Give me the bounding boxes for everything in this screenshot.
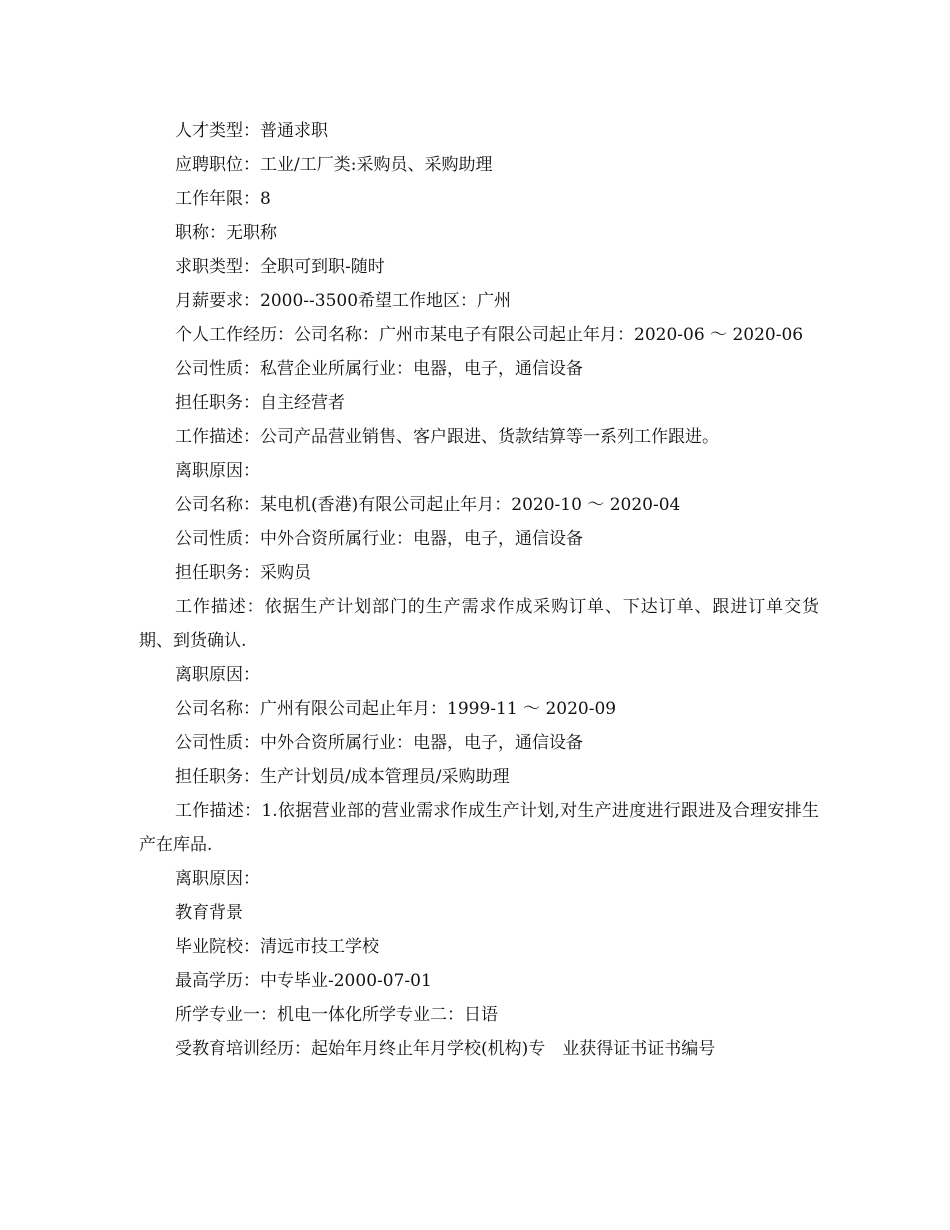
job1-leave-reason: 离职原因： — [175, 461, 260, 481]
work-years: 工作年限：8 — [175, 189, 271, 209]
education-heading: 教育背景 — [175, 903, 243, 923]
training-history: 受教育培训经历：起始年月终止年月学校(机构)专 业获得证书证书编号 — [175, 1039, 716, 1059]
highest-degree: 最高学历：中专毕业-2000-07-01 — [175, 971, 432, 991]
job2-description: 工作描述：依据生产计划部门的生产需求作成采购订单、下达订单、跟进订单交货期、到货确认. — [139, 597, 819, 651]
graduated-school: 毕业院校：清远市技工学校 — [175, 937, 379, 957]
job2-nature: 公司性质：中外合资所属行业：电器，电子，通信设备 — [175, 529, 583, 549]
job1-position: 担任职务：自主经营者 — [175, 393, 345, 413]
job-type: 求职类型：全职可到职-随时 — [175, 257, 385, 277]
applied-position: 应聘职位：工业/工厂类:采购员、采购助理 — [175, 155, 493, 175]
job1-description: 工作描述：公司产品营业销售、客户跟进、货款结算等一系列工作跟进。 — [175, 427, 719, 447]
job3-company: 公司名称：广州有限公司起止年月：1999-11 ～ 2020-09 — [175, 699, 617, 719]
job2-position: 担任职务：采购员 — [175, 563, 311, 583]
job3-nature: 公司性质：中外合资所属行业：电器，电子，通信设备 — [175, 733, 583, 753]
job2-company: 公司名称：某电机(香港)有限公司起止年月：2020-10 ～ 2020-04 — [175, 495, 681, 515]
resume-body — [139, 114, 819, 1066]
majors: 所学专业一：机电一体化所学专业二：日语 — [175, 1005, 498, 1025]
salary-expectation: 月薪要求：2000--3500希望工作地区：广州 — [175, 291, 512, 311]
job3-leave-reason: 离职原因： — [175, 869, 260, 889]
job-title: 职称：无职称 — [175, 223, 277, 243]
job2-leave-reason: 离职原因： — [175, 665, 260, 685]
job1-nature: 公司性质：私营企业所属行业：电器，电子，通信设备 — [175, 359, 583, 379]
job3-position: 担任职务：生产计划员/成本管理员/采购助理 — [175, 767, 510, 787]
work-experience-intro: 个人工作经历：公司名称：广州市某电子有限公司起止年月：2020-06 ～ 2020-06 — [175, 325, 804, 345]
talent-type: 人才类型：普通求职 — [175, 121, 328, 141]
job3-description: 工作描述：1.依据营业部的营业需求作成生产计划,对生产进度进行跟进及合理安排生产在库品. — [139, 801, 819, 855]
